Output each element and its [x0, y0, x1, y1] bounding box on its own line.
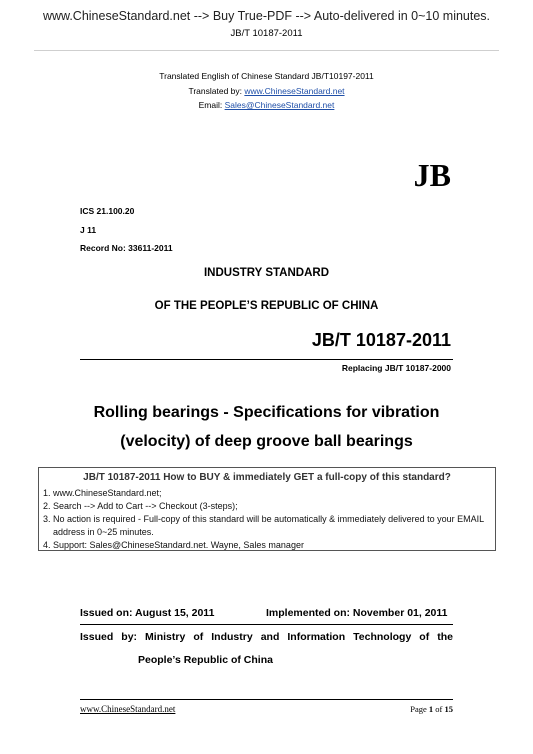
dates-divider: [80, 624, 453, 625]
page-of-label: of: [433, 704, 445, 714]
current-page-number: 1: [428, 704, 434, 714]
translated-by-label: Translated by:: [188, 86, 245, 96]
issuer-line1: Issued by: Ministry of Industry and Information Technology of the: [80, 631, 453, 643]
document-title-line1: Rolling bearings - Specifications for vibration: [93, 404, 440, 421]
step-text: www.ChineseStandard.net;: [53, 488, 162, 498]
step-number: 4.: [43, 540, 51, 550]
standard-type-heading: INDUSTRY STANDARD: [203, 267, 329, 279]
purchase-step: [43, 487, 493, 500]
classification-code: J 11: [80, 225, 97, 235]
header-standard-code: JB/T 10187-2011: [230, 28, 303, 39]
page-label: Page: [410, 704, 429, 714]
purchase-heading: JB/T 10187-2011 How to BUY & immediately GET a full-copy of this standard?: [83, 472, 451, 483]
jb-standard-mark: JB: [413, 157, 451, 193]
purchase-step: [43, 513, 493, 539]
step-number: 1.: [43, 488, 51, 498]
footer-website-link[interactable]: www.ChineseStandard.net: [80, 704, 176, 714]
total-page-count: 15: [444, 704, 453, 714]
purchase-info-box: [38, 467, 496, 551]
translation-note: Translated English of Chinese Standard JB/T10197-2011: [159, 71, 374, 81]
standard-country-heading: OF THE PEOPLE’S REPUBLIC OF CHINA: [154, 300, 379, 312]
replacing-note: Replacing JB/T 10187-2000: [341, 363, 451, 373]
implemented-on-date: Implemented on: November 01, 2011: [266, 607, 448, 619]
sales-email-link[interactable]: Sales@ChineseStandard.net: [224, 100, 335, 110]
step-number: 2.: [43, 501, 51, 511]
page-indicator: [410, 704, 453, 714]
translated-by-line: [0, 86, 533, 96]
issuer-line2: People’s Republic of China: [138, 654, 273, 666]
step-text: Support: Sales@ChineseStandard.net. Wayne, Sales manager: [53, 540, 304, 550]
step-text: No action is required - Full-copy of this standard will be automatically & immediately delivered to your EMAIL address in 0~25 minutes.: [53, 514, 484, 537]
purchase-step: [43, 539, 493, 552]
purchase-steps-list: [43, 487, 493, 552]
header-divider: [34, 50, 499, 51]
document-title-line2: (velocity) of deep groove ball bearings: [120, 433, 413, 450]
email-line: [0, 100, 533, 110]
ics-code: ICS 21.100.20: [80, 206, 135, 216]
footer-divider: [80, 699, 453, 700]
standard-number-divider: [80, 359, 453, 360]
issued-on-date: Issued on: August 15, 2011: [80, 607, 215, 619]
top-banner: www.ChineseStandard.net --> Buy True-PDF --> Auto-delivered in 0~10 minutes.: [42, 9, 491, 23]
email-label: Email:: [198, 100, 225, 110]
standard-number: JB/T 10187-2011: [311, 330, 451, 350]
step-number: 3.: [43, 514, 51, 524]
step-text: Search --> Add to Cart --> Checkout (3-steps);: [53, 501, 238, 511]
dates-row: [80, 607, 453, 623]
record-number: Record No: 33611-2011: [80, 243, 173, 253]
translator-website-link[interactable]: www.ChineseStandard.net: [244, 86, 345, 96]
purchase-step: [43, 500, 493, 513]
